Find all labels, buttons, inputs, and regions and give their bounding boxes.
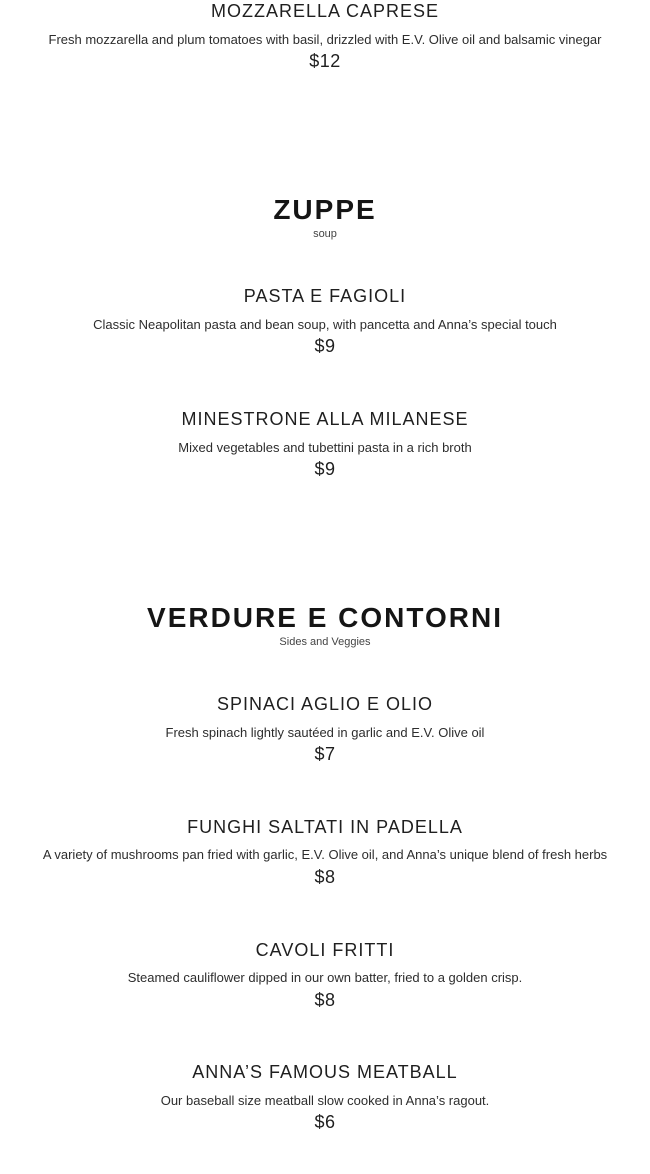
menu-item-price: $12 [309, 51, 341, 71]
menu-item-name: ANNA’S FAMOUS MEATBALL [192, 1062, 458, 1082]
menu-item-description: Classic Neapolitan pasta and bean soup, with pancetta and Anna’s special touch [93, 317, 557, 332]
menu-item-name: FUNGHI SALTATI IN PADELLA [187, 817, 463, 837]
section-title: VERDURE E CONTORNI [147, 602, 503, 633]
menu-item-price: $8 [314, 990, 336, 1010]
menu-item-price: $6 [314, 1112, 336, 1132]
menu-item-description: Our baseball size meatball slow cooked in Anna’s ragout. [160, 1093, 490, 1108]
menu-item-description: Steamed cauliflower dipped in our own batter, fried to a golden crisp. [127, 970, 523, 985]
menu-item-name: MOZZARELLA CAPRESE [210, 1, 440, 21]
menu-item-name: PASTA E FAGIOLI [243, 286, 407, 306]
menu-item-description: Fresh spinach lightly sautéed in garlic and E.V. Olive oil [165, 725, 485, 740]
menu-item-price: $8 [314, 867, 336, 887]
menu-item-price: $9 [314, 459, 336, 479]
menu-item-price: $9 [314, 336, 336, 356]
section-title: ZUPPE [273, 194, 377, 225]
menu-item-name: MINESTRONE ALLA MILANESE [181, 409, 469, 429]
menu-item-price: $7 [314, 744, 336, 764]
menu-item-description: Fresh mozzarella and plum tomatoes with basil, drizzled with E.V. Olive oil and balsamic vinegar [48, 32, 602, 47]
menu-item-description: Mixed vegetables and tubettini pasta in a rich broth [178, 440, 472, 455]
menu-item-name: CAVOLI FRITTI [255, 940, 395, 960]
menu-item-description: A variety of mushrooms pan fried with garlic, E.V. Olive oil, and Anna’s unique blend of fresh herbs [42, 847, 608, 862]
section-subtitle: Sides and Veggies [279, 636, 371, 648]
section-subtitle: soup [313, 228, 337, 240]
menu-item-name: SPINACI AGLIO E OLIO [216, 694, 434, 714]
